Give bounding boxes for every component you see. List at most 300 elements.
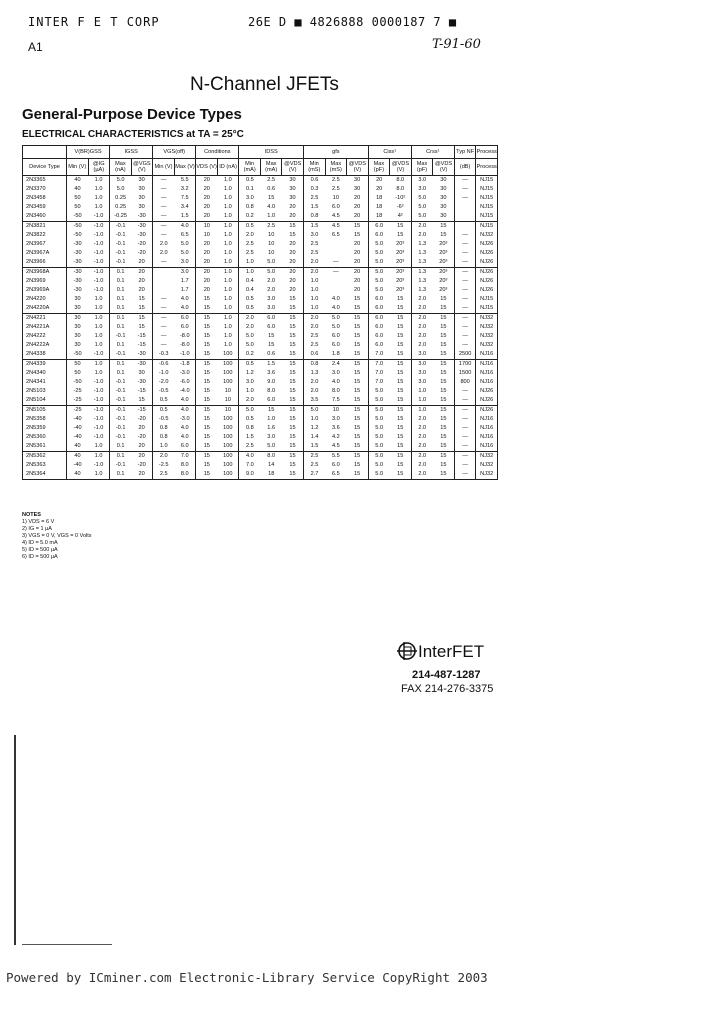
column-header: Max (mA) [260,159,282,176]
table-cell: -30 [137,232,146,238]
table-cell: 30 [440,213,447,219]
table-cell: -3.0 [179,370,190,376]
table-cell: 3.6 [331,425,340,431]
table-cell: 2.0 [411,323,433,332]
table-cell: 15 [440,462,447,468]
table-cell: 2.0 [411,433,433,442]
table-cell: 0.1 [110,470,132,480]
table-cell: 15 [397,296,404,302]
device-type-cell: 2N4222A [26,342,50,348]
table-cell: — [153,332,175,341]
table-cell: 1.0 [239,258,261,268]
table-cell: 2.0 [411,442,433,452]
table-cell: 6.0 [368,304,390,314]
table-cell: — [454,268,476,278]
table-cell: 1.0 [94,296,103,302]
column-header: (dB) [454,159,476,176]
table-cell: NJ26 [476,240,498,249]
table-cell: 7.0 [368,360,390,370]
table-cell: 15 [138,397,145,403]
table-row [23,240,498,249]
table-cell: 8.0 [331,388,340,394]
table-cell: -6² [396,204,404,210]
device-type-cell: 2N3966 [26,259,46,265]
table-cell: 5.0 [267,443,276,449]
table-cell: 3.0 [267,434,276,440]
table-cell: 15 [196,332,218,341]
table-cell: 6.0 [260,314,282,324]
table-cell: 15 [196,461,218,470]
section-heading: ELECTRICAL CHARACTERISTICS at TA = 25°C [22,129,244,140]
table-cell: 4.0 [180,425,189,431]
table-cell: 10 [268,241,275,247]
table-cell: 5.0 [368,240,390,249]
device-type-cell: 2N3370 [26,186,46,192]
device-type-cell: 2N4221A [26,324,50,330]
table-cell: 40 [67,185,89,194]
table-cell: 15 [196,350,218,360]
table-cell: 5.0 [368,442,390,452]
table-cell: -2.5 [153,461,175,470]
table-cell: 8.0 [396,186,405,192]
table-cell: 15 [289,232,296,238]
table-cell: 1.0 [223,250,232,256]
table-cell: 3.0 [267,305,276,311]
table-cell: 15 [354,342,361,348]
table-cell: 4.0 [174,222,196,232]
table-cell: -0.1 [110,258,132,268]
table-cell: 3.4 [180,204,189,210]
table-cell: 20 [289,241,296,247]
table-cell: 5.0 [368,387,390,396]
table-cell: 15 [397,388,404,394]
table-cell: 0.5 [239,222,261,232]
table-cell: -15 [137,388,146,394]
table-row [23,341,498,350]
table-cell: 5.0 [368,396,390,406]
table-cell: 15 [196,323,218,332]
table-cell: 15 [397,434,404,440]
table-cell: — [153,212,175,222]
table-cell: 1.0 [223,287,232,293]
table-row [23,350,498,360]
table-cell: 20 [131,452,153,462]
table-cell: 2.0 [267,278,276,284]
table-cell: 20 [289,259,296,265]
table-row [23,304,498,314]
table-row [23,176,498,186]
table-cell: 30 [67,323,89,332]
table-cell: 20 [131,268,153,278]
table-cell: 15 [440,425,447,431]
table-cell: 1.5 [239,433,261,442]
table-cell: 30 [67,341,89,350]
table-cell: 0.1 [110,268,132,278]
table-row [23,185,498,194]
table-cell: 0.1 [239,185,261,194]
table-cell: 15 [196,378,218,387]
table-cell: 1.0 [411,387,433,396]
table-cell: NJ16 [476,433,498,442]
table-cell: 1.0 [217,222,239,232]
table-cell: 5.0 [411,203,433,212]
table-row [23,231,498,240]
table-cell: -1.0 [93,278,104,284]
table-row [23,286,498,295]
table-cell: -0.1 [110,387,132,396]
table-cell: 15 [196,415,218,424]
table-cell: 15 [196,387,218,396]
logo-mark-icon [396,640,418,662]
table-cell: -25 [67,396,89,406]
table-cell: — [153,314,175,324]
table-cell: 20 [196,185,218,194]
table-cell: 15 [289,462,296,468]
table-cell: -0.1 [110,350,132,360]
table-cell: 1.8 [331,351,340,357]
table-cell: -0.1 [110,415,132,424]
table-cell: 15 [397,471,404,477]
note: 6) ID = 500 µA [22,554,58,560]
table-row [23,369,498,378]
table-cell: 3.0 [331,416,340,422]
table-cell: — [153,194,175,203]
column-header: Min (mS) [304,159,326,176]
device-type-cell: 2N3967 [26,241,46,247]
table-cell: 20 [196,176,218,186]
table-cell: 2.5 [304,452,326,462]
table-cell: 15 [347,222,369,232]
table-row [23,277,498,286]
table-cell: 15 [354,232,361,238]
table-cell: 0.5 [239,304,261,314]
table-cell: -15 [137,333,146,339]
table-cell: 9.0 [267,379,276,385]
table-cell: 7.5 [331,397,340,403]
table-cell: 2.0 [411,470,433,480]
table-cell: 15 [196,452,218,462]
table-cell: 5.0 [368,415,390,424]
table-cell: 30 [138,177,145,183]
device-type-cell: 2N5364 [26,471,46,477]
table-cell: 0.6 [267,186,276,192]
table-cell: 30 [354,177,361,183]
table-row [23,323,498,332]
table-cell: 6.0 [368,341,390,350]
table-cell: 0.1 [110,341,132,350]
table-cell: 2.5 [267,177,276,183]
table-cell: — [454,194,476,203]
table-cell: NJ26 [476,268,498,278]
device-type-cell: 2N4220 [26,296,46,302]
table-cell: 1700 [454,360,476,370]
table-cell: -1.0 [93,388,104,394]
table-cell: 20 [354,204,361,210]
table-cell: 20 [196,286,218,295]
table-cell: NJ26 [476,258,498,268]
table-cell: 1.0 [304,304,326,314]
table-cell: -1.0 [179,351,190,357]
table-cell: 15 [282,314,304,324]
table-cell: 5.0 [368,277,390,286]
table-cell: 0.5 [239,176,261,186]
table-cell: 100 [223,471,233,477]
device-type-cell: 2N3968A [23,268,67,278]
interfet-logo [396,640,485,667]
table-cell [454,212,476,222]
table-cell: 15 [390,452,412,462]
table-cell: 5.0 [368,433,390,442]
table-cell: 15 [440,388,447,394]
table-cell: 1.0 [94,324,103,330]
table-cell: -25 [67,406,89,416]
table-cell: 100 [223,443,233,449]
table-cell: 20 [289,213,296,219]
table-cell: -20 [137,434,146,440]
table-cell: 15 [289,416,296,422]
table-cell: 7.0 [368,369,390,378]
table-cell: 18 [368,212,390,222]
table-cell [153,277,175,286]
table-cell: 15 [354,471,361,477]
table-cell: 0.8 [153,424,175,433]
table-cell: 15 [196,442,218,452]
table-cell: -1.0 [93,241,104,247]
table-cell: 20 [196,203,218,212]
column-header: Max (pF) [368,159,390,176]
table-cell: -1.0 [153,369,175,378]
table-cell: -0.1 [110,231,132,240]
document-code: 26E D ■ 4826888 0000187 7 ■ [248,15,457,29]
table-cell: NJ16 [476,369,498,378]
table-cell: 1.5 [304,442,326,452]
table-row [23,268,498,278]
table-cell: 3.0 [411,176,433,186]
table-cell: NJ32 [476,231,498,240]
table-cell: 1.5 [304,203,326,212]
note: 5) ID = 500 µA [22,547,58,553]
table-row [23,424,498,433]
table-cell: 0.5 [239,295,261,304]
column-header: Max (nA) [110,159,132,176]
table-row [23,470,498,480]
table-cell: 2.5 [304,249,326,258]
table-cell: — [333,259,339,265]
table-cell: 1.0 [223,278,232,284]
table-cell: 6.0 [267,397,276,403]
table-cell: 15 [131,314,153,324]
table-cell: 15 [397,333,404,339]
table-cell: 3.2 [180,186,189,192]
table-row [23,378,498,387]
table-cell: 2.0 [304,378,326,387]
table-cell: -1.0 [93,351,104,357]
table-cell: 5.0 [180,241,189,247]
table-cell: 5.0 [110,176,132,186]
table-cell: 8.0 [267,388,276,394]
device-type-cell: 2N3969A [26,287,50,293]
table-cell: 2.0 [239,323,261,332]
table-cell: 30 [67,332,89,341]
table-row [23,222,498,232]
table-cell: 14 [268,462,275,468]
table-cell: -0.1 [110,433,132,442]
table-cell: 1.0 [94,186,103,192]
table-row [23,314,498,324]
table-cell: 0.5 [153,396,175,406]
device-type-cell: 2N4221 [23,314,67,324]
table-cell: -0.1 [110,240,132,249]
table-cell: 0.2 [239,350,261,360]
note: 2) IG = 1 µA [22,526,52,532]
table-cell: 4.0 [267,204,276,210]
table-cell: 6.5 [331,471,340,477]
table-cell: — [454,314,476,324]
column-header: @IG (µA) [88,159,110,176]
table-cell: 5.0 [411,212,433,222]
table-cell: -1.0 [93,397,104,403]
table-cell: -15 [137,342,146,348]
table-cell: 2.0 [304,314,326,324]
table-cell: 1.5 [304,222,326,232]
table-cell: -1.0 [93,379,104,385]
table-cell: — [454,277,476,286]
column-header: @VDS (V) [347,159,369,176]
table-cell: -1.0 [93,425,104,431]
table-cell: 15 [440,379,447,385]
table-cell: -40 [67,461,89,470]
table-cell: 15 [354,443,361,449]
table-cell: 0.8 [304,360,326,370]
table-cell: 1.0 [94,443,103,449]
table-cell: 1.0 [223,296,232,302]
footer-credit: Powered by ICminer.com Electronic-Library Service CopyRight 2003 [6,970,488,985]
table-cell: — [454,452,476,462]
table-cell: 2.0 [411,424,433,433]
table-cell: 1.0 [94,471,103,477]
table-cell: 20 [138,259,145,265]
table-cell: 20 [138,278,145,284]
column-header: @VDS (V) [282,159,304,176]
table-cell: 2.0 [411,415,433,424]
table-cell: 3.0 [239,378,261,387]
table-cell: 1.3 [411,286,433,295]
table-cell: 1.0 [94,333,103,339]
table-cell: 20 [138,287,145,293]
table-cell: 10 [224,397,231,403]
table-cell: 15 [440,351,447,357]
table-cell: -0.1 [110,378,132,387]
column-group-header: VGS(off) [153,146,196,159]
table-cell: 20³ [396,287,405,293]
table-cell: 15 [347,406,369,416]
table-cell: 15 [289,351,296,357]
table-cell: 9.0 [239,470,261,480]
table-cell: -30 [137,379,146,385]
table-cell: -20 [137,462,146,468]
table-cell: 1.2 [239,369,261,378]
table-cell: 15 [397,443,404,449]
table-cell: 1.3 [411,249,433,258]
table-cell: 20³ [396,259,405,265]
table-cell: -25 [67,387,89,396]
table-cell: 0.6 [267,351,276,357]
device-type-cell: 2N5362 [23,452,67,462]
table-cell: 15 [289,443,296,449]
table-cell: 15 [433,406,455,416]
table-cell: NJ26 [476,277,498,286]
table-cell: 4.0 [180,397,189,403]
table-cell: — [454,396,476,406]
device-type-cell: 2N4341 [26,379,46,385]
table-cell: NJ26 [476,396,498,406]
table-cell: -8.0 [179,333,190,339]
table-cell: 1.7 [180,287,189,293]
table-cell: -50 [67,350,89,360]
table-cell: 1.5 [260,360,282,370]
table-cell: 15 [354,296,361,302]
table-cell: 1.0 [153,442,175,452]
table-cell: 0.2 [239,212,261,222]
table-cell: 800 [454,378,476,387]
table-cell: 15 [397,342,404,348]
column-group-header: IDSS [239,146,304,159]
table-cell: NJ26 [476,286,498,295]
table-cell: — [454,387,476,396]
table-cell: -40 [67,424,89,433]
table-cell: 100 [223,434,233,440]
table-cell: -50 [67,378,89,387]
device-type-cell: 2N4220A [26,305,50,311]
table-cell: 15 [260,406,282,416]
table-cell: 15 [440,296,447,302]
table-cell: — [153,222,175,232]
table-cell: NJ16 [476,360,498,370]
table-cell: 30 [289,177,296,183]
table-cell: -30 [131,222,153,232]
table-cell: -1.0 [93,213,104,219]
table-cell: 15 [268,342,275,348]
table-cell: NJ26 [476,406,498,416]
table-cell: 0.1 [110,452,132,462]
table-cell: — [454,424,476,433]
table-cell: — [454,304,476,314]
table-cell: 30 [67,314,89,324]
table-cell: 15 [196,341,218,350]
column-group-header: Typ NF [454,146,476,159]
column-group-header: Ciss¹ [368,146,411,159]
device-type-cell: 2N3822 [26,232,46,238]
note: 1) VDS = 6 V [22,519,55,525]
table-cell: 15 [433,222,455,232]
table-cell: -4.0 [179,388,190,394]
table-cell: 1.3 [411,258,433,268]
table-cell: 7.0 [368,378,390,387]
table-cell: 100 [223,370,233,376]
characteristics-table [22,145,498,480]
table-cell: 15 [347,360,369,370]
table-cell: 2.5 [304,194,326,203]
table-cell: 20 [354,250,361,256]
table-cell: 30 [138,195,145,201]
device-type-cell: 2N3459 [26,204,46,210]
table-cell: 15 [354,324,361,330]
table-cell: 1.3 [411,240,433,249]
column-header: Min (V) [67,159,89,176]
table-cell: 0.8 [153,433,175,442]
table-row [23,461,498,470]
table-cell: -0.1 [110,406,132,416]
